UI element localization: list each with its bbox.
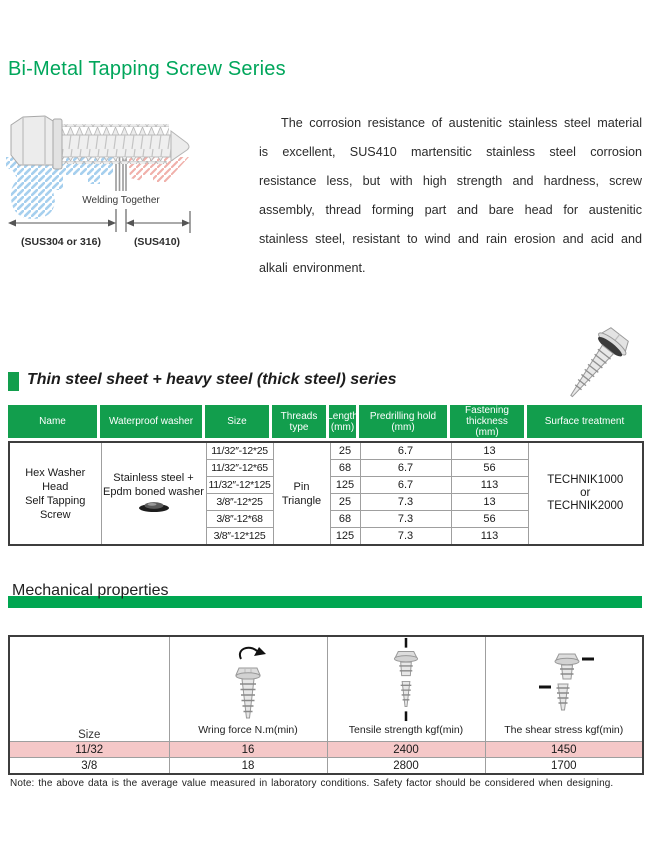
welding-together-label: Welding Together <box>82 195 160 206</box>
predrill-value: 7.3 <box>360 528 451 546</box>
size-value: 11/32″-12*65 <box>206 460 273 477</box>
washer-cell: Stainless steel + Epdm boned washer <box>101 442 206 545</box>
mech-tensile-value: 2400 <box>327 742 485 758</box>
mech-row-3-8 <box>9 758 643 775</box>
wring-force-icon <box>213 646 283 722</box>
epdm-washer-icon <box>135 499 173 513</box>
length-value: 68 <box>330 511 360 528</box>
length-value: 68 <box>330 460 360 477</box>
mech-shear-value: 1450 <box>485 742 643 758</box>
mechanical-title: Mechanical properties <box>12 582 169 599</box>
tapping-screw-photo-icon <box>545 320 645 417</box>
washer-flange <box>53 119 62 169</box>
fasten-value: 113 <box>451 477 528 494</box>
predrill-value: 7.3 <box>360 494 451 511</box>
fasten-value: 56 <box>451 460 528 477</box>
intro-paragraph: The corrosion resistance of austenitic stainless steel material is excellent, SUS410 martensitic stainless steel corrosion resistance less, but with high strength and hardness, screw assembly, thread forming part and bare head for austenitic stainless steel, resistant to wind and rain erosion and acid and alkali environment. <box>259 116 642 275</box>
page-title: Bi-Metal Tapping Screw Series <box>8 58 286 80</box>
table-row <box>9 442 643 460</box>
size-value: 3/8″-12*25 <box>206 494 273 511</box>
mech-size-value: 11/32 <box>9 742 169 758</box>
mech-shear-value: 1700 <box>485 758 643 775</box>
series-title: Thin steel sheet + heavy steel (thick steel) series <box>27 371 397 388</box>
fasten-value: 113 <box>451 528 528 546</box>
size-value: 11/32″-12*25 <box>206 442 273 460</box>
header-length: Length (mm) <box>329 405 359 438</box>
fasten-value: 13 <box>451 442 528 460</box>
mech-wring-value: 18 <box>169 758 327 775</box>
predrill-value: 6.7 <box>360 442 451 460</box>
screw-thread-crests <box>57 124 169 135</box>
length-value: 125 <box>330 477 360 494</box>
length-value: 25 <box>330 442 360 460</box>
size-value: 3/8″-12*68 <box>206 511 273 528</box>
fasten-value: 13 <box>451 494 528 511</box>
mech-header-shear <box>485 636 643 742</box>
product-name-cell: Hex Washer Head Self Tapping Screw <box>9 442 101 545</box>
size-value: 11/32″-12*125 <box>206 477 273 494</box>
screw-head <box>11 116 57 165</box>
fasten-value: 56 <box>451 511 528 528</box>
header-surface-treatment: Surface treatment <box>527 405 642 438</box>
shear-stress-label: The shear stress kgf(min) <box>504 724 624 736</box>
predrill-value: 6.7 <box>360 460 451 477</box>
header-name: Name <box>8 405 100 438</box>
header-threads-type: Threads type <box>272 405 329 438</box>
mech-wring-value: 16 <box>169 742 327 758</box>
header-size: Size <box>205 405 272 438</box>
mech-row-11-32 <box>9 742 643 758</box>
screw-tip <box>171 131 189 161</box>
predrill-value: 6.7 <box>360 477 451 494</box>
mechanical-section-heading <box>8 582 642 608</box>
footnote: Note: the above data is the average value measured in laboratory conditions. Safety factor should be considered when designing. <box>10 778 614 789</box>
length-value: 25 <box>330 494 360 511</box>
sus304-label: (SUS304 or 316) <box>21 236 101 248</box>
green-bullet-icon <box>8 372 19 391</box>
mech-header-wring-force <box>169 636 327 742</box>
tensile-strength-label: Tensile strength kgf(min) <box>348 724 464 736</box>
surface-treatment-cell: TECHNIK1000 or TECHNIK2000 <box>528 442 643 545</box>
header-predrilling-hold: Predrilling hold (mm) <box>359 405 450 438</box>
shear-stress-icon <box>529 646 599 722</box>
header-fastening-thickness: Fastening thickness (mm) <box>450 405 527 438</box>
bimetal-screw-diagram <box>3 105 208 253</box>
table-header-row <box>9 636 643 742</box>
mech-size-value: 3/8 <box>9 758 169 775</box>
wring-force-label: Wring force N.m(min) <box>198 724 298 736</box>
series-table <box>8 441 644 546</box>
mech-tensile-value: 2800 <box>327 758 485 775</box>
bimetal-screw-illustration <box>3 105 208 253</box>
size-value: 3/8″-12*125 <box>206 528 273 546</box>
mech-header-tensile <box>327 636 485 742</box>
mechanical-table <box>8 635 644 775</box>
tensile-strength-icon <box>371 637 441 722</box>
sus410-label: (SUS410) <box>133 236 181 248</box>
predrill-value: 7.3 <box>360 511 451 528</box>
length-value: 125 <box>330 528 360 546</box>
threads-type-cell: Pin Triangle <box>273 442 330 545</box>
mech-header-size: Size <box>9 636 169 742</box>
header-waterproof-washer: Waterproof washer <box>100 405 205 438</box>
